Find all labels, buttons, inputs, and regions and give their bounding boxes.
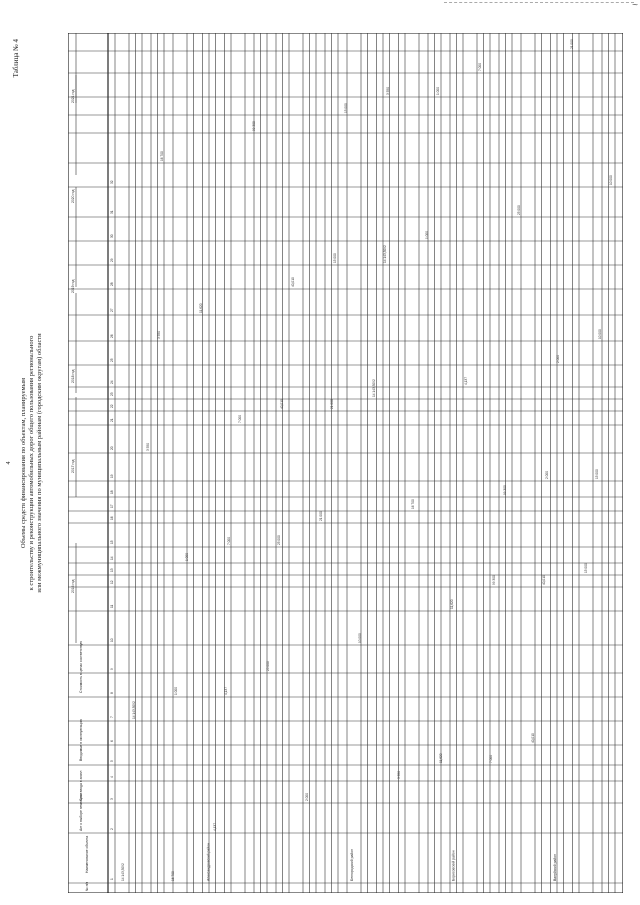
column-number: 25 — [110, 358, 114, 362]
section-label: Валуйский район — [553, 853, 558, 881]
cell-value: 25 000 — [517, 205, 521, 215]
cell-value: 10 000 — [609, 175, 613, 185]
cell-value: 4,137 — [464, 377, 468, 385]
column-number: 30 — [110, 234, 114, 238]
cell-value: 2 000 — [545, 471, 549, 479]
cell-value: 21 000 — [319, 511, 323, 521]
header-length: Вводимые в эксплуатацию — [79, 718, 83, 761]
cell-value: 99 300 — [492, 575, 496, 585]
column-number: 27 — [110, 308, 114, 312]
section-label: Александровский район — [206, 843, 211, 881]
header-act: Акт о выборе земельног — [79, 792, 83, 831]
year-group-label: 2018 год — [71, 369, 75, 383]
cell-value: 4,137 — [224, 687, 228, 695]
cell-value: 1 000 — [174, 687, 178, 695]
cell-value: 14 143,3092 — [372, 379, 376, 397]
column-number: 17 — [110, 504, 114, 508]
cell-value: 14 143,3092 — [132, 701, 136, 719]
header-cost: Стоимость в ценах соответствую — [79, 640, 83, 693]
cell-value: 7 000 — [478, 63, 482, 71]
column-number: 7 — [110, 716, 114, 718]
cell-value: 40,010 — [280, 399, 284, 409]
column-number: 32 — [110, 180, 114, 184]
column-number: 9 — [110, 668, 114, 670]
cell-value: 14 143,3092 — [121, 863, 125, 881]
year-group-label: 2020 год — [71, 189, 75, 203]
cell-value: 7 000 — [227, 537, 231, 545]
column-number: 18 — [110, 490, 114, 494]
year-group-label: 2016 год — [71, 579, 75, 593]
column-number: 10 — [110, 638, 114, 642]
cell-value: 4,137 — [213, 823, 217, 831]
cell-value: 11,620 — [439, 753, 443, 763]
column-number: 3 — [110, 798, 114, 800]
cell-value: 15 000 — [584, 563, 588, 573]
column-number: 4 — [110, 776, 114, 778]
column-number: 19 — [110, 474, 114, 478]
title-line-1: Объемы средств финансирования по объектам, планируемым — [20, 377, 27, 549]
cell-value: 1 000 — [185, 553, 189, 561]
cell-value: 3 550 — [397, 771, 401, 779]
cell-value: 15 000 — [344, 103, 348, 113]
cell-value: 16 700 — [171, 871, 175, 881]
cell-value: 3 550 — [146, 443, 150, 451]
table-label: Таблица № 4 — [12, 39, 20, 78]
financing-table — [68, 33, 623, 893]
column-number: 23 — [110, 392, 114, 396]
cell-value: 11,620 — [199, 303, 203, 313]
cell-value: 25 000 — [266, 661, 270, 671]
section-label: Белгородский район — [350, 848, 355, 881]
column-number: 12 — [110, 580, 114, 584]
cell-value: 40,010 — [542, 575, 546, 585]
year-group-label: 2017 год — [71, 459, 75, 473]
column-number: 22 — [110, 404, 114, 408]
cell-value: 2 000 — [556, 355, 560, 363]
year-group-label: 2021 год — [71, 89, 75, 103]
cell-value: 21 000 — [570, 39, 574, 49]
column-number: 20 — [110, 446, 114, 450]
cell-value: 11,620 — [450, 599, 454, 609]
title-line-3: или межмуниципального значения по муниципальным районам (городским округам) области — [36, 333, 43, 593]
title-line-2: к строительству и реконструкции автомобильных дорог общего пользования регионального — [28, 335, 35, 591]
column-number: 28 — [110, 282, 114, 286]
column-number: 14 — [110, 556, 114, 560]
cell-value: 7 000 — [238, 415, 242, 423]
header-num: № п/п — [85, 881, 89, 891]
cell-value: 3 550 — [386, 87, 390, 95]
column-number: 31 — [110, 210, 114, 214]
column-number: 24 — [110, 380, 114, 384]
scan-edge-mark — [444, 2, 634, 3]
cell-value: 99 300 — [252, 121, 256, 131]
column-number: 5 — [110, 760, 114, 762]
cell-value: 3 550 — [157, 331, 161, 339]
column-number: 29 — [110, 258, 114, 262]
column-number: 21 — [110, 418, 114, 422]
page-number: 4 — [6, 461, 12, 465]
column-number: 11 — [110, 604, 114, 608]
cell-value: 99 300 — [503, 485, 507, 495]
cell-value: 10 000 — [598, 329, 602, 339]
cell-value: 16 700 — [160, 151, 164, 161]
column-number: 1 — [110, 878, 114, 880]
cell-value: 10 000 — [358, 633, 362, 643]
year-group-label: 2019 год — [71, 279, 75, 293]
cell-value: 2 000 — [305, 793, 309, 801]
cell-value: 16 700 — [411, 499, 415, 509]
cell-value: 21 000 — [330, 399, 334, 409]
column-number: 26 — [110, 334, 114, 338]
cell-value: 25 000 — [277, 535, 281, 545]
cell-value: 15 000 — [333, 253, 337, 263]
handwritten-mark: ~ — [632, 0, 638, 11]
column-number: 8 — [110, 692, 114, 694]
column-number: 13 — [110, 568, 114, 572]
column-number: 16 — [110, 516, 114, 520]
column-number: 15 — [110, 540, 114, 544]
column-number: 2 — [110, 828, 114, 830]
rotated-sheet — [8, 33, 628, 893]
cell-value: 14 143,3092 — [383, 245, 387, 263]
column-number: 6 — [110, 740, 114, 742]
header-name: Наименование объекта — [85, 835, 89, 873]
cell-value: 7 000 — [489, 755, 493, 763]
cell-value: 1 000 — [425, 231, 429, 239]
cell-value: 15 000 — [595, 469, 599, 479]
cell-value: 1 000 — [436, 87, 440, 95]
cell-value: 40,010 — [531, 733, 535, 743]
cell-value: 40,010 — [291, 277, 295, 287]
section-label: Борисовский район — [451, 850, 456, 881]
header-years: Срок ввода в экспл — [79, 770, 83, 801]
